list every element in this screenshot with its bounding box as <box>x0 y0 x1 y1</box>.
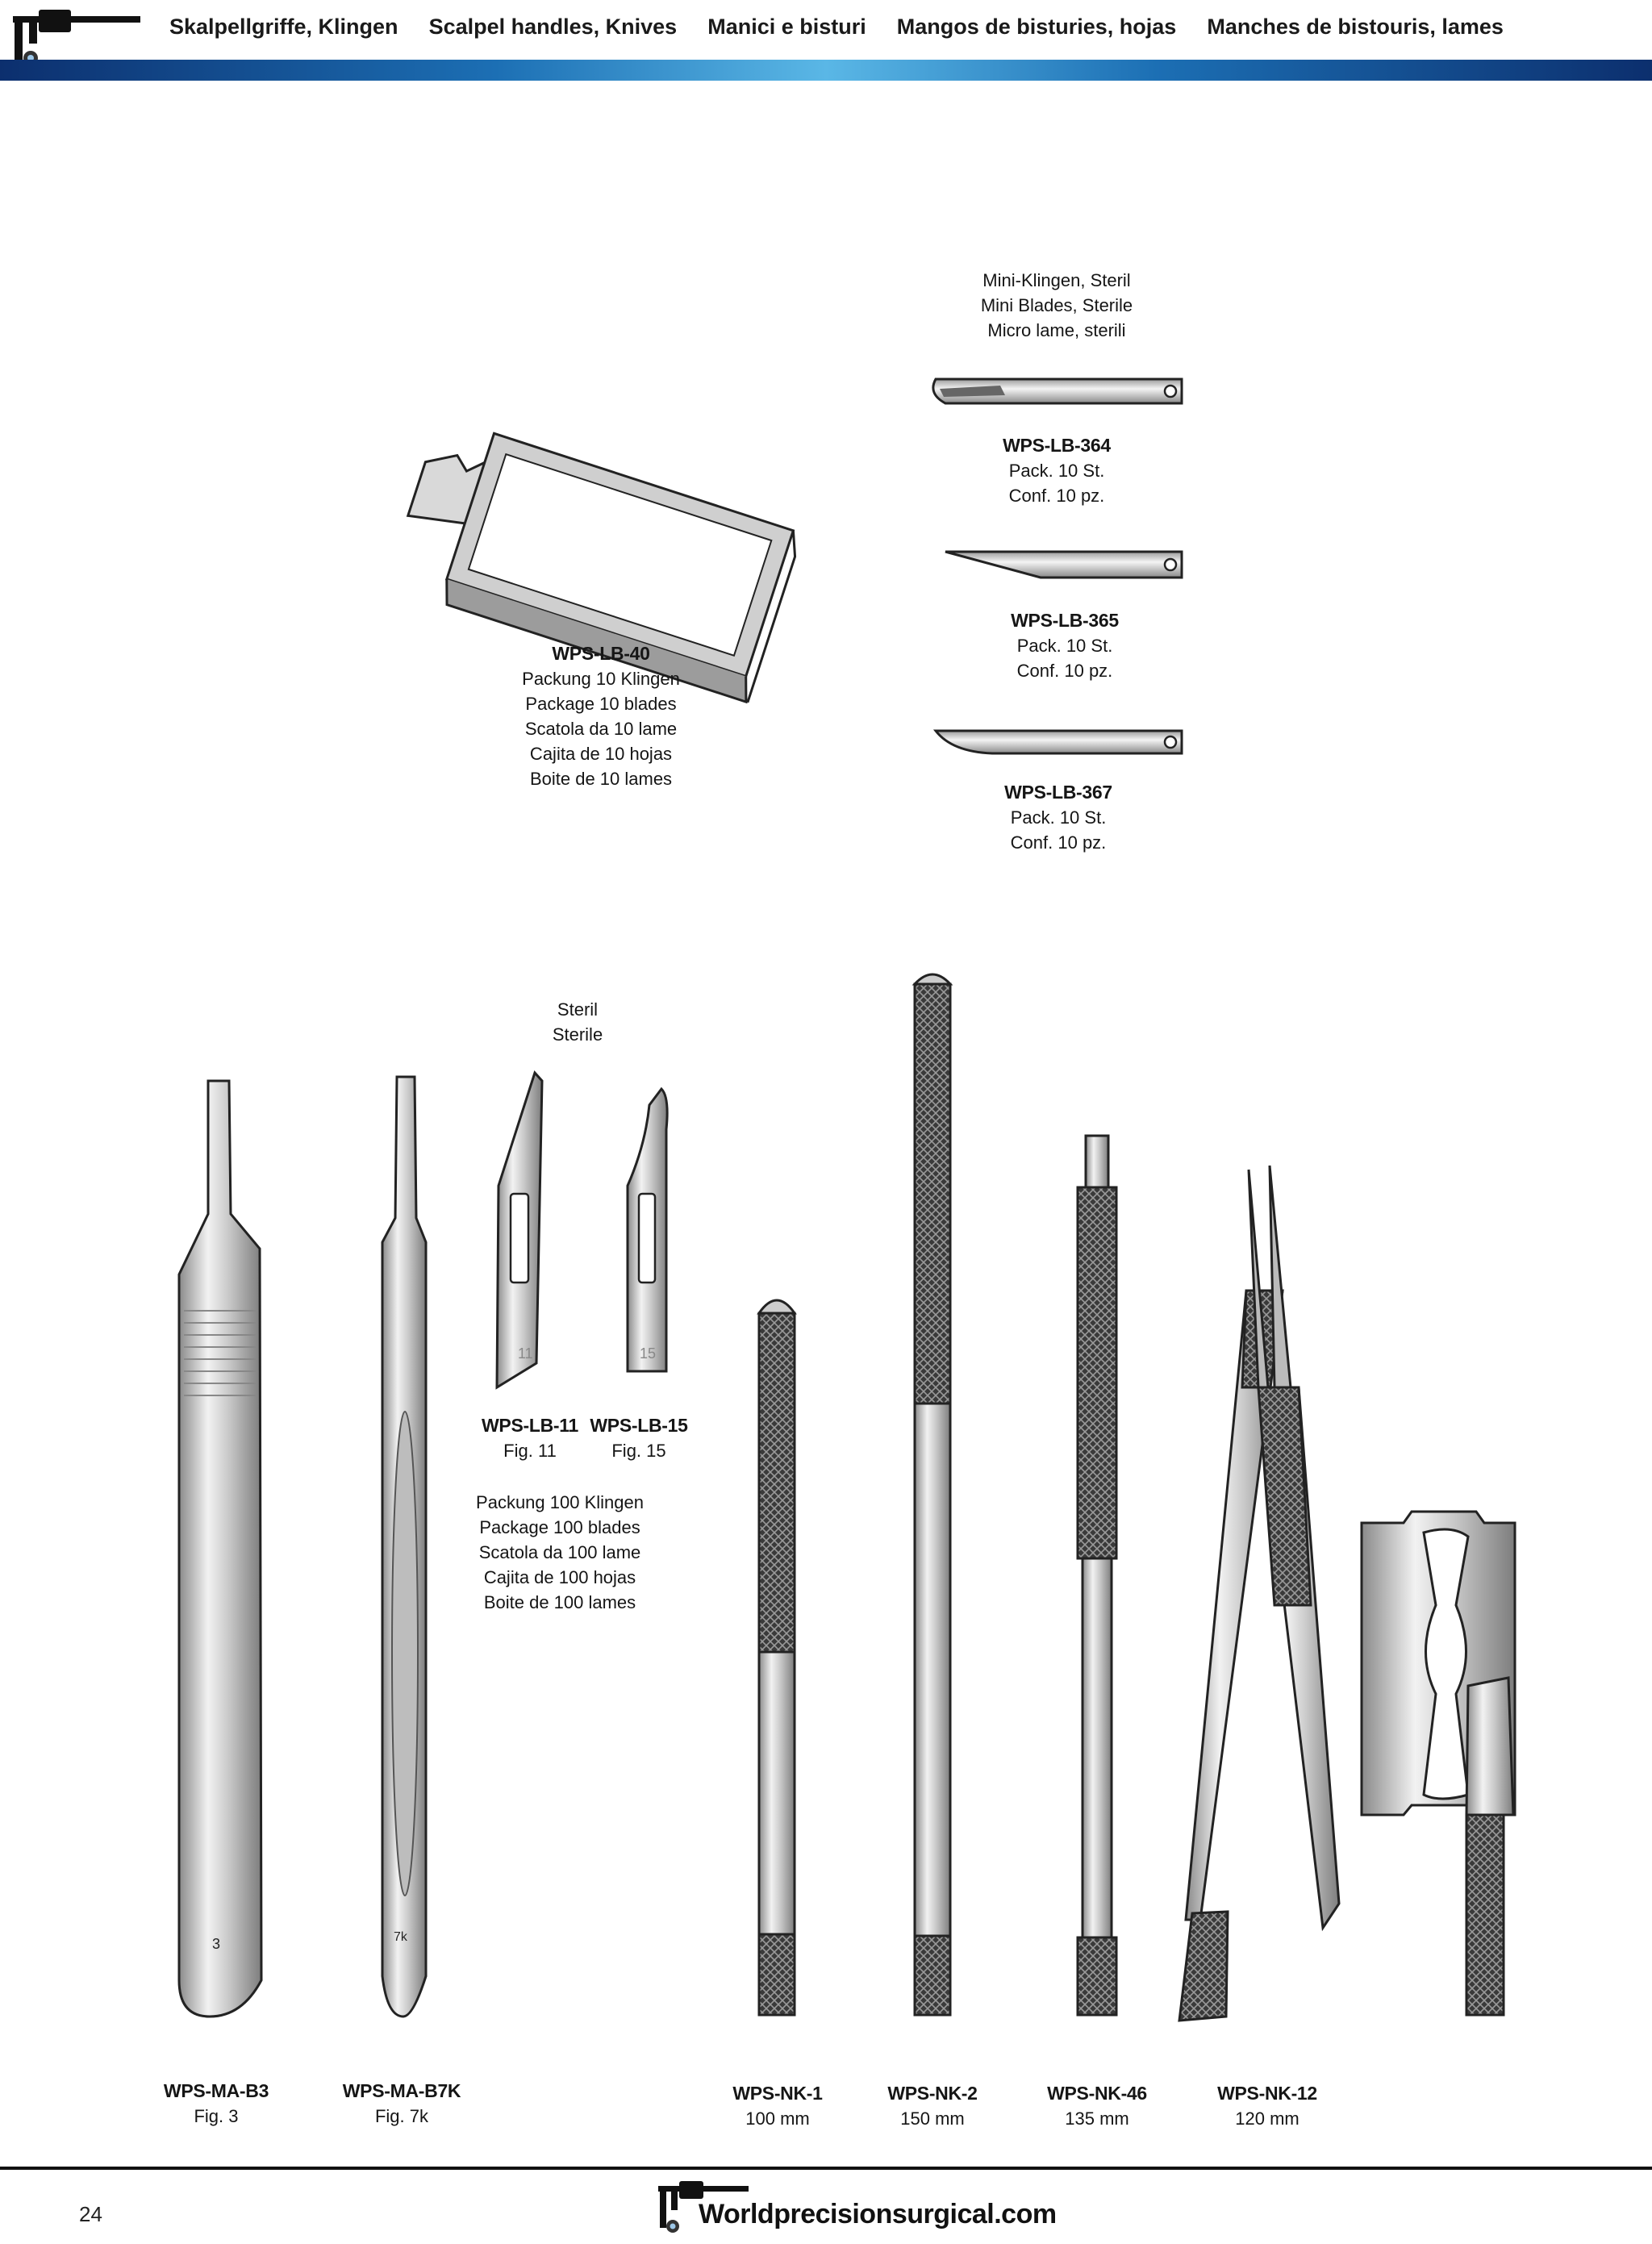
blade-box-code: WPS-LB-40 <box>552 643 650 664</box>
mini-blade-365-caption <box>1011 608 1119 683</box>
blade-11-number: 11 <box>518 1345 533 1362</box>
blade-box-caption <box>522 641 680 791</box>
knife-nk2-illustration <box>915 974 950 2015</box>
blade-box-line: Scatola da 10 lame <box>524 719 678 739</box>
mini-blades-heading-line: Mini-Klingen, Steril <box>982 270 1131 290</box>
sterile-heading <box>553 997 603 1047</box>
blade-box-line: Cajita de 10 hojas <box>529 744 673 764</box>
handle-b7k-caption <box>343 2079 461 2129</box>
knife-nk12-length: 120 mm <box>1235 2108 1299 2129</box>
mini-blade-364-code: WPS-LB-364 <box>1003 435 1111 456</box>
mini-blade-364 <box>933 379 1182 403</box>
mini-blade-367-line: Conf. 10 pz. <box>1010 832 1107 853</box>
blade-11-fig: Fig. 11 <box>503 1441 557 1461</box>
mini-blade-364-line: Conf. 10 pz. <box>1008 486 1105 506</box>
knife-nk1-length: 100 mm <box>745 2108 810 2129</box>
sterile-pack-line: Package 100 blades <box>479 1517 640 1537</box>
razor-blade-illustration <box>1362 1512 1515 2015</box>
mini-blade-365-line: Conf. 10 pz. <box>1016 661 1113 681</box>
blade-15-caption <box>590 1413 687 1463</box>
sterile-blades-pack-info <box>476 1490 644 1615</box>
sterile-pack-line: Boite de 100 lames <box>483 1592 636 1612</box>
mini-blade-365 <box>945 552 1182 578</box>
handle-b3-fig: Fig. 3 <box>194 2106 239 2126</box>
knife-nk2-code: WPS-NK-2 <box>887 2083 978 2104</box>
footer-divider <box>0 2167 1652 2170</box>
blade-15-illustration <box>628 1089 667 1371</box>
blade-box-line: Boite de 10 lames <box>529 769 673 789</box>
sterile-heading-line: Sterile <box>552 1024 603 1045</box>
blade-15-code: WPS-LB-15 <box>590 1415 688 1436</box>
header-title-de: Skalpellgriffe, Klingen <box>169 15 398 39</box>
handle-b3-caption <box>164 2079 269 2129</box>
blade-box-line: Packung 10 Klingen <box>522 669 680 689</box>
knife-nk12-code: WPS-NK-12 <box>1217 2083 1317 2104</box>
blade-15-fig: Fig. 15 <box>611 1441 666 1461</box>
mini-blade-365-line: Pack. 10 St. <box>1016 636 1113 656</box>
mini-blade-367-code: WPS-LB-367 <box>1004 782 1112 803</box>
handle-b7k-illustration <box>382 1077 426 2017</box>
sterile-pack-line: Cajita de 100 hojas <box>483 1567 636 1587</box>
blade-11-illustration <box>497 1073 542 1387</box>
sterile-pack-line: Packung 100 Klingen <box>476 1492 644 1512</box>
sterile-pack-line: Scatola da 100 lame <box>478 1542 641 1562</box>
header-title-en: Scalpel handles, Knives <box>428 15 678 39</box>
mini-blade-367-caption <box>1004 780 1112 855</box>
knife-nk2-length: 150 mm <box>900 2108 965 2129</box>
mini-blade-367 <box>936 731 1182 753</box>
handle-b7k-code: WPS-MA-B7K <box>342 2080 461 2101</box>
handle-b7k-fig: Fig. 7k <box>374 2106 429 2126</box>
handle-b3-illustration <box>179 1081 261 2017</box>
knife-nk12-caption <box>1217 2081 1317 2131</box>
mini-blades-heading <box>981 268 1133 343</box>
knife-nk12-illustration <box>1179 1166 1339 2021</box>
header-title-it: Manici e bisturi <box>707 15 866 39</box>
blade-11-code: WPS-LB-11 <box>482 1415 578 1436</box>
mini-blade-367-line: Pack. 10 St. <box>1010 807 1107 828</box>
mini-blade-365-code: WPS-LB-365 <box>1011 610 1119 631</box>
handle-b3-mark: 3 <box>212 1936 221 1952</box>
handle-b3-code: WPS-MA-B3 <box>163 2080 269 2101</box>
knife-nk46-caption <box>1047 2081 1147 2131</box>
page-number: 24 <box>79 2202 102 2226</box>
mini-blades-heading-line: Micro lame, sterili <box>987 320 1126 340</box>
website-url[interactable]: Worldprecisionsurgical.com <box>699 2199 1057 2229</box>
blade-box-line: Package 10 blades <box>525 694 677 714</box>
knife-nk1-code: WPS-NK-1 <box>732 2083 823 2104</box>
knife-nk2-caption <box>887 2081 977 2131</box>
handle-b7k-mark: 7k <box>394 1930 407 1944</box>
mini-blade-364-caption <box>1003 433 1111 508</box>
knife-nk46-illustration <box>1078 1136 1116 2015</box>
blade-15-number: 15 <box>640 1345 657 1362</box>
header-title-fr: Manches de bistouris, lames <box>1207 15 1504 39</box>
header-title-es: Mangos de bisturies, hojas <box>896 15 1177 39</box>
mini-blades-heading-line: Mini Blades, Sterile <box>980 295 1133 315</box>
knife-nk46-length: 135 mm <box>1065 2108 1129 2129</box>
mini-blade-364-line: Pack. 10 St. <box>1008 461 1105 481</box>
sterile-heading-line: Steril <box>557 999 599 1020</box>
knife-nk1-illustration <box>759 1300 795 2015</box>
blade-11-caption <box>482 1413 578 1463</box>
knife-nk46-code: WPS-NK-46 <box>1047 2083 1147 2104</box>
knife-nk1-caption <box>732 2081 822 2131</box>
